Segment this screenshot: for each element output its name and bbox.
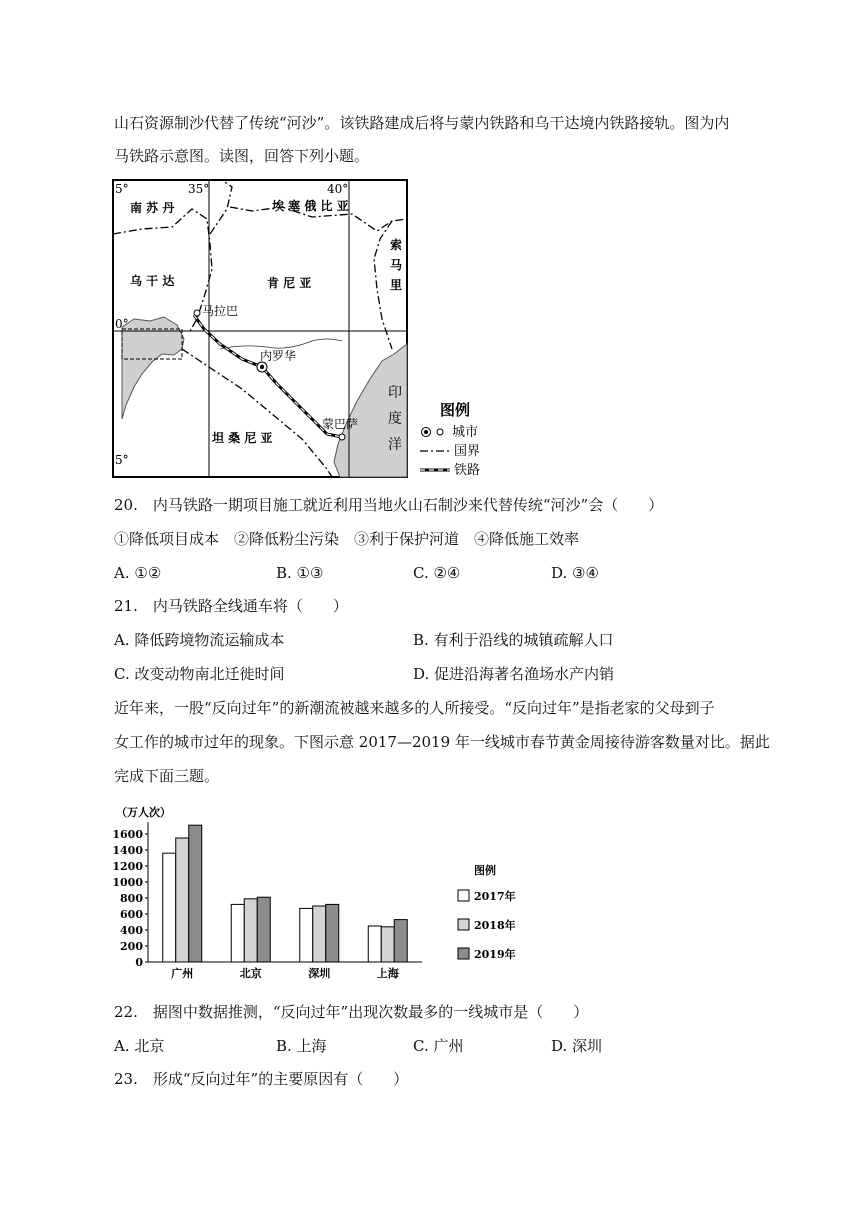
bar-0-2 bbox=[189, 825, 202, 962]
bar-1-2 bbox=[257, 897, 270, 962]
y-tick-label: 200 bbox=[120, 940, 143, 953]
q20-items: ①降低项目成本 ②降低粉尘污染 ③利于保护河道 ④降低施工效率 bbox=[114, 530, 580, 548]
q21-option-b[interactable]: B. 有利于沿线的城镇疏解人口 bbox=[413, 631, 614, 649]
bar-2-1 bbox=[313, 906, 326, 962]
label-malaba: 马拉巴 bbox=[202, 304, 239, 318]
legend-label-1: 2018年 bbox=[474, 919, 516, 932]
q20-option-d[interactable]: D. ③④ bbox=[551, 564, 599, 582]
bar-0-0 bbox=[163, 853, 176, 962]
legend-label-2: 2019年 bbox=[474, 948, 516, 961]
q22-option-a[interactable]: A. 北京 bbox=[114, 1037, 165, 1055]
x-tick-label: 深圳 bbox=[308, 967, 331, 980]
x-tick-label: 广州 bbox=[171, 967, 194, 980]
y-tick-label: 400 bbox=[120, 924, 143, 937]
label-lon-40: 40° bbox=[327, 182, 349, 196]
label-south-sudan: 南 苏 丹 bbox=[130, 201, 175, 215]
legend-label-0: 2017年 bbox=[474, 890, 516, 903]
y-tick-label: 1400 bbox=[112, 844, 143, 857]
y-tick-label: 600 bbox=[120, 908, 143, 921]
label-ocean-1: 印 bbox=[388, 385, 402, 401]
label-ocean-2: 度 bbox=[388, 411, 402, 427]
q22-stem: 22. 据图中数据推测，“反向过年”出现次数最多的一线城市是（ ） bbox=[114, 1003, 589, 1021]
passage-line-2: 女工作的城市过年的现象。下图示意 2017—2019 年一线城市春节黄金周接待游客数量对比。据此 bbox=[114, 733, 770, 751]
bar-2-0 bbox=[300, 908, 313, 962]
bar-3-1 bbox=[381, 927, 394, 962]
label-lat-5s: 5° bbox=[115, 453, 129, 467]
y-tick-label: 0 bbox=[135, 956, 143, 969]
label-ocean-3: 洋 bbox=[388, 437, 402, 453]
x-tick-label: 北京 bbox=[239, 967, 262, 980]
legend-railway: 铁路 bbox=[454, 463, 481, 478]
legend-city-icon bbox=[437, 429, 443, 435]
intro-line-2: 马铁路示意图。读图，回答下列小题。 bbox=[114, 147, 370, 165]
city-nairobi-dot bbox=[260, 365, 264, 369]
y-tick-label: 800 bbox=[120, 892, 143, 905]
chart-ylabel: （万人次） bbox=[116, 806, 171, 819]
y-tick-label: 1000 bbox=[112, 876, 143, 889]
intro-line-1: 山石资源制沙代替了传统“河沙”。该铁路建成后将与蒙内铁路和乌干达境内铁路接轨。图为内 bbox=[114, 114, 730, 132]
label-lat-5n: 5° bbox=[115, 182, 129, 196]
label-kenya: 肯 尼 亚 bbox=[267, 276, 312, 290]
q21-option-a[interactable]: A. 降低跨境物流运输成本 bbox=[114, 631, 285, 649]
bar-1-0 bbox=[231, 904, 244, 962]
q22-option-c[interactable]: C. 广州 bbox=[413, 1037, 464, 1055]
label-nairobi: 内罗华 bbox=[260, 349, 297, 363]
label-ethiopia: 埃 塞 俄 比 亚 bbox=[272, 199, 349, 213]
label-somalia-3: 里 bbox=[390, 278, 403, 292]
railway-map bbox=[112, 179, 492, 479]
label-uganda: 乌 干 达 bbox=[130, 274, 175, 288]
chart-legend-title: 图例 bbox=[474, 864, 496, 877]
legend-swatch-2 bbox=[458, 948, 469, 959]
label-somalia-2: 马 bbox=[390, 258, 403, 272]
bar-3-2 bbox=[394, 920, 407, 962]
q20-option-a[interactable]: A. ①② bbox=[114, 564, 162, 582]
label-lon-35: 35° bbox=[188, 182, 210, 196]
bar-1-1 bbox=[244, 899, 257, 962]
label-lat-0: 0° bbox=[115, 317, 129, 331]
passage-line-3: 完成下面三题。 bbox=[114, 767, 220, 785]
q20-option-b[interactable]: B. ①③ bbox=[276, 564, 324, 582]
q21-option-d[interactable]: D. 促进沿海著名渔场水产内销 bbox=[413, 665, 615, 683]
legend-swatch-0 bbox=[458, 890, 469, 901]
y-tick-label: 1200 bbox=[112, 860, 143, 873]
label-mombasa: 蒙巴萨 bbox=[322, 417, 359, 431]
q22-option-b[interactable]: B. 上海 bbox=[276, 1037, 327, 1055]
map-legend bbox=[420, 401, 480, 478]
passage-line-1: 近年来，一股“反向过年”的新潮流被越来越多的人所接受。“反向过年”是指老家的父母到子 bbox=[114, 699, 715, 717]
legend-border: 国界 bbox=[454, 444, 481, 459]
legend-swatch-1 bbox=[458, 919, 469, 930]
q23-stem: 23. 形成“反向过年”的主要原因有（ ） bbox=[114, 1070, 409, 1088]
q20-stem: 20. 内马铁路一期项目施工就近利用当地火山石制沙来代替传统“河沙”会（ ） bbox=[114, 496, 664, 514]
bar-0-1 bbox=[176, 838, 189, 962]
label-tanzania: 坦 桑 尼 亚 bbox=[212, 431, 273, 445]
x-tick-label: 上海 bbox=[376, 967, 399, 980]
q21-option-c[interactable]: C. 改变动物南北迁徙时间 bbox=[114, 665, 285, 683]
q21-stem: 21. 内马铁路全线通车将（ ） bbox=[114, 597, 348, 615]
city-malaba-marker bbox=[194, 310, 200, 316]
tourist-bar-chart bbox=[112, 800, 532, 990]
bar-2-2 bbox=[326, 904, 339, 962]
legend-title: 图例 bbox=[440, 401, 471, 419]
label-somalia-1: 索 bbox=[390, 238, 403, 252]
q20-option-c[interactable]: C. ②④ bbox=[413, 564, 461, 582]
y-tick-label: 1600 bbox=[112, 828, 143, 841]
q22-option-d[interactable]: D. 深圳 bbox=[551, 1037, 603, 1055]
bar-3-0 bbox=[368, 926, 381, 962]
city-mombasa-marker bbox=[339, 434, 345, 440]
legend-city: 城市 bbox=[452, 425, 479, 440]
